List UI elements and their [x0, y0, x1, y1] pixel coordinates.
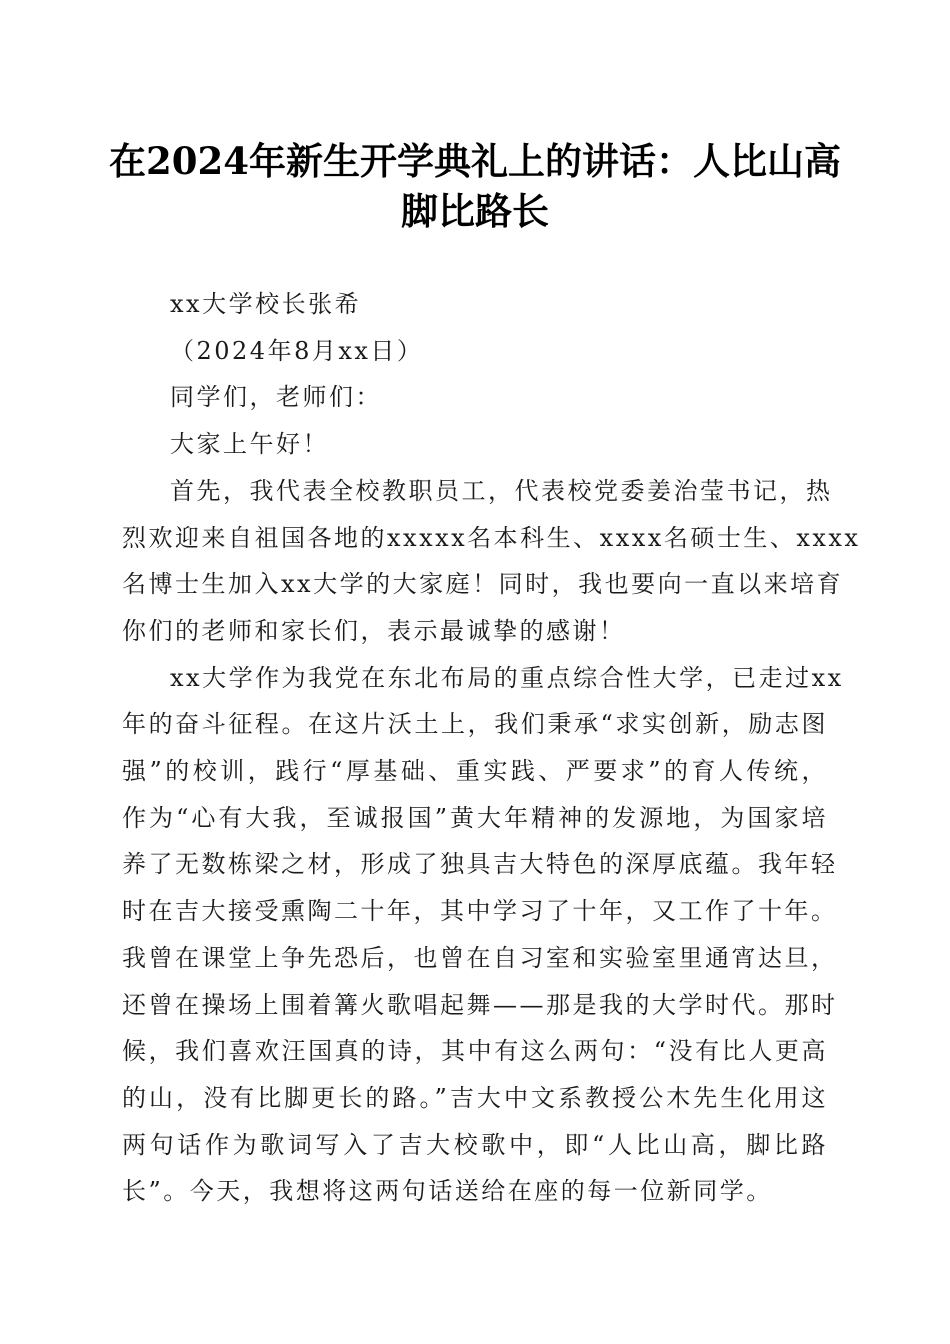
paragraph-2-line: xx大学作为我党在东北布局的重点综合性大学，已走过xx — [170, 663, 844, 692]
paragraph-2-line: 两句话作为歌词写入了吉大校歌中，即“人比山高，脚比路 — [122, 1130, 828, 1159]
paragraph-2-line: 养了无数栋梁之材，形成了独具吉大特色的深厚底蕴。我年轻 — [122, 850, 838, 879]
speech-date: （2024年8月xx日） — [170, 336, 424, 365]
salutation: 同学们，老师们： — [170, 383, 382, 412]
byline: xx大学校长张希 — [170, 290, 362, 318]
paragraph-2-line: 还曾在操场上围着篝火歌唱起舞——那是我的大学时代。那时 — [122, 990, 838, 1019]
paragraph-2-line: 我曾在课堂上争先恐后，也曾在自习室和实验室里通宵达旦， — [122, 943, 838, 972]
paragraph-2-line: 作为“心有大我，至诚报国”黄大年精神的发源地，为国家培 — [122, 803, 828, 832]
paragraph-2-line: 强”的校训，践行“厚基础、重实践、严要求”的育人传统， — [122, 757, 828, 786]
document-body — [122, 281, 861, 1215]
paragraph-2-line: 长”。今天，我想将这两句话送给在座的每一位新同学。 — [122, 1177, 773, 1206]
paragraph-2-line: 时在吉大接受熏陶二十年，其中学习了十年，又工作了十年。 — [122, 897, 838, 926]
title-line-1: 在2024年新生开学典礼上的讲话：人比山高 — [109, 139, 841, 183]
paragraph-1-line: 烈欢迎来自祖国各地的xxxxx名本科生、xxxx名硕士生、xxxx — [122, 523, 861, 552]
paragraph-1-line: 首先，我代表全校教职员工，代表校党委姜治莹书记，热 — [170, 476, 833, 505]
paragraph-2 — [122, 655, 844, 1215]
paragraph-2-line: 候，我们喜欢汪国真的诗，其中有这么两句：“没有比人更高 — [122, 1037, 828, 1066]
paragraph-1-line: 名博士生加入xx大学的大家庭！同时，我也要向一直以来培育 — [122, 570, 844, 599]
paragraph-1-line: 你们的老师和家长们，表示最诚挚的感谢！ — [122, 616, 626, 645]
document-title — [100, 136, 850, 236]
paragraph-2-line: 的山，没有比脚更长的路。”吉大中文系教授公木先生化用这 — [122, 1083, 828, 1112]
greeting: 大家上午好！ — [170, 430, 329, 459]
title-line-2: 脚比路长 — [401, 189, 549, 233]
paragraph-1 — [122, 468, 861, 655]
paragraph-2-line: 年的奋斗征程。在这片沃土上，我们秉承“求实创新，励志图 — [122, 710, 828, 739]
